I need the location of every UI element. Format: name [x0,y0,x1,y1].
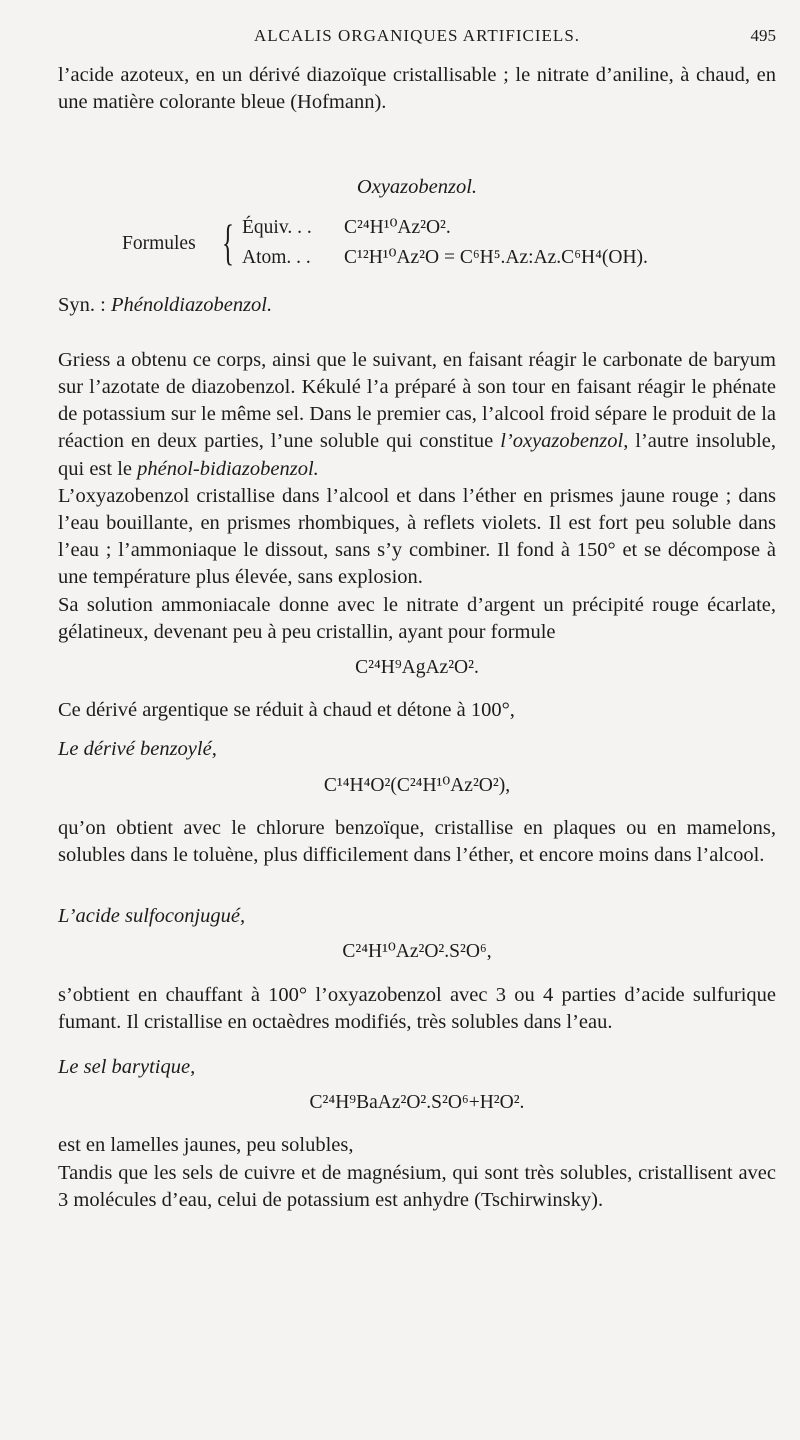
running-title: ALCALIS ORGANIQUES ARTIFICIELS. [253,26,581,45]
label-benzoyl [58,736,776,763]
label-baryt [58,1054,776,1081]
formula-baryt: C²⁴H⁹BaAz²O².S²O⁶+H²O². [309,1092,525,1114]
formulas-label: Formules [122,232,196,254]
page-number: 495 [750,26,776,45]
label-baryt-text: Le sel barytique, [58,1056,196,1079]
paragraph-sulfo: s’obtient en chauffant à 100° l’oxyazobenzol avec 3 ou 4 parties d’acide sulfurique fumant. Il cristallise en octaèdres modifiés, très solubles dans l’eau. [58,983,776,1033]
formula-benzoyl: C¹⁴H⁴O²(C²⁴H¹⁰Az²O²), [323,774,511,796]
intro-paragraph: l’acide azoteux, en un dérivé diazoïque cristallisable ; le nitrate d’aniline, à chaud, en une matière colorante bleue (Hofmann). [58,64,776,114]
formula-equiv: C²⁴H¹⁰Az²O². [344,216,451,238]
paragraph-griess [58,347,776,483]
paragraph-benzoyl: qu’on obtient avec le chlorure benzoïque, cristallise en plaques ou en mamelons, solubles dans le toluène, plus difficilement dans l’éther, et encore moins dans l’alcool. [58,816,776,867]
formula-silver: C²⁴H⁹AgAz²O². [355,657,479,679]
paragraph-silver-reduction: Ce dérivé argentique se réduit à chaud et détone à 100°, [58,699,515,722]
para1-text-a: Griess a obtenu ce corps, ainsi que le suivant, en faisant réagir le carbonate de baryum sur l’azotate de diazobenzol. Kékulé l’a préparé à son tour en faisant réagir le phénate de potassium sur le même sel. Dans le premier cas, l’alcool froid sépare le produit de la réaction en deux parties, l’une soluble qui constitue [58,348,776,453]
formula-sulfo: C²⁴H¹⁰Az²O².S²O⁶, [342,941,492,963]
spacer [58,869,776,891]
paragraph-copper-magnesium: Tandis que les sels de cuivre et de magnésium, qui sont très solubles, cristallisent avec 3 molécules d’eau, celui de potassium est anhydre (Tschirwinsky). [58,1161,776,1211]
syn-prefix: Syn. : [58,293,106,316]
label-sulfo [58,903,776,930]
para1-text-b: , l’autre insoluble, qui est le [58,430,777,480]
para1-italic-2: phénol-bidiazobenzol. [137,457,319,480]
formulas-block [58,214,776,278]
syn-name: Phénoldiazobenzol. [110,293,273,316]
paragraph-silver-solution: Sa solution ammoniacale donne avec le nitrate d’argent un précipité rouge écarlate, gélatineux, devenant peu à peu cristallin, ayant pour formule [58,593,776,643]
label-benzoyl-text: Le dérivé benzoylé, [58,738,217,761]
label-sulfo-text: L’acide sulfoconjugué, [58,905,246,928]
formula-atom-label: Atom. . . [242,246,311,268]
page-header [58,26,776,54]
para1-italic-1: l’oxyazobenzol [500,430,624,453]
paragraph-crystallization: L’oxyazobenzol cristallise dans l’alcool et dans l’éther en prismes jaune rouge ; dans l’eau bouillante, en prismes rhombiques, à reflets violets. Il est fort peu soluble dans l’eau ; l’ammoniaque le dissout, sans s’y combiner. Il fond à 150° et se décompose à une température plus élevée, sans explosion. [58,484,776,589]
section-title: Oxyazobenzol. [356,176,478,199]
paragraph-lamelles: est en lamelles jaunes, peu solubles, [58,1134,354,1157]
brace-glyph: { [222,213,234,270]
page-body [58,62,776,1214]
synonym-line [58,292,776,319]
formula-equiv-label: Équiv. . . [242,216,312,238]
formula-atom: C¹²H¹⁰Az²O = C⁶H⁵.Az:Az.C⁶H⁴(OH). [344,246,648,268]
